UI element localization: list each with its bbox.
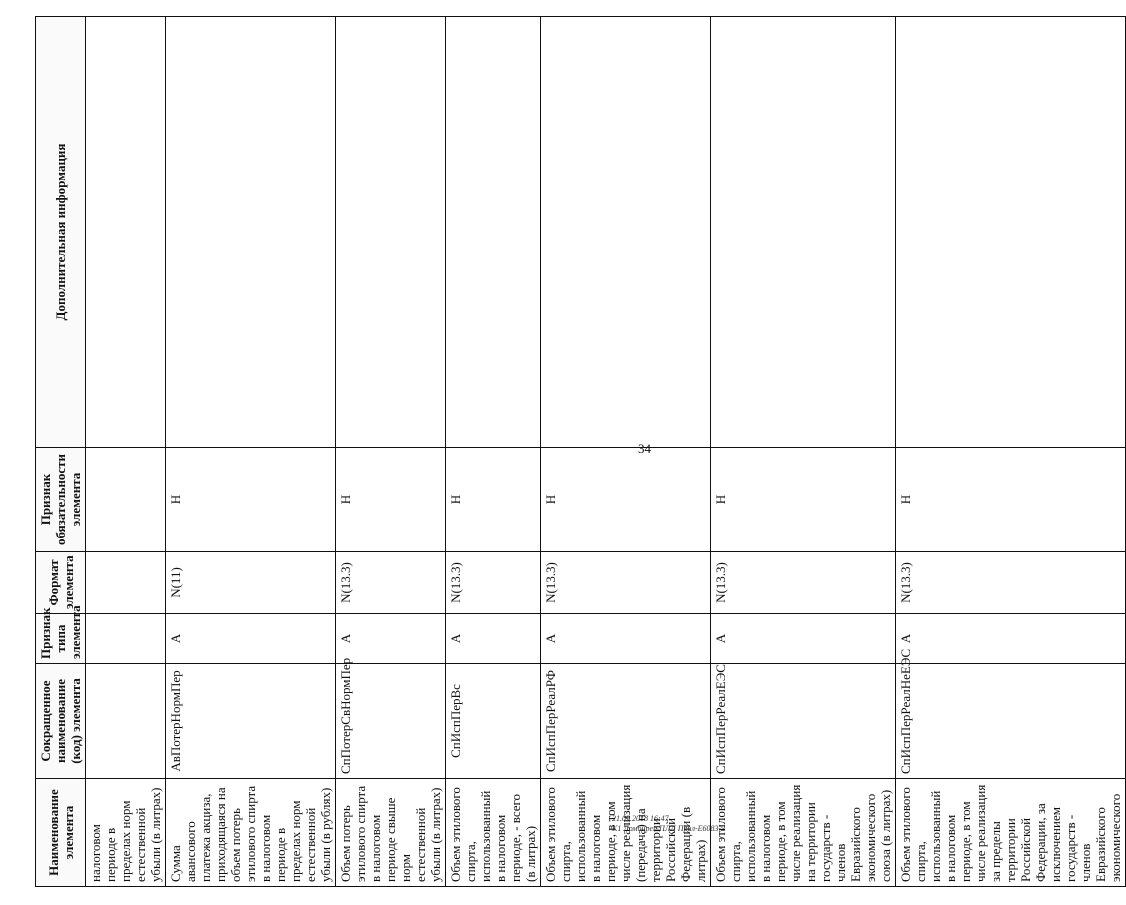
table-row xyxy=(896,17,1126,887)
table-row xyxy=(86,17,166,887)
cell-required: Н xyxy=(711,448,896,552)
header-required: Признак обязательности элемента xyxy=(36,448,86,552)
header-format: Формат элемента xyxy=(36,552,86,614)
side-note-line: К1 Ломбирен ПЛЛ Прил-Е6083-2 xyxy=(612,824,726,833)
cell-type: А xyxy=(446,614,541,664)
cell-name: Объем этилового спирта, использованный в налоговом периоде, в том числе реализация (передача) на территории Российской Федерации (в литрах) xyxy=(541,779,711,887)
cell-required: Н xyxy=(896,448,1126,552)
cell-code: СпИспПерРеалРФ xyxy=(541,664,711,779)
cell-format: N(11) xyxy=(166,552,336,614)
cell-type: А xyxy=(336,614,446,664)
cell-required: Н xyxy=(336,448,446,552)
cell-type: А xyxy=(711,614,896,664)
table-row xyxy=(541,17,711,887)
cell-info xyxy=(166,17,336,448)
table-header-row xyxy=(36,17,86,887)
cell-format: N(13.3) xyxy=(336,552,446,614)
cell-code: СпИспПерВс xyxy=(446,664,541,779)
cell-name: Объем потерь этилового спирта в налоговом периоде свыше норм естественной убыли (в литрах) xyxy=(336,779,446,887)
cell-name: Объем этилового спирта, использованный в налоговом периоде, в том числе реализация за пределы территории Российской Федерации, за исключением государств - членов Евразийского экономического xyxy=(896,779,1126,887)
cell-name: Объем этилового спирта, использованный в налоговом периоде, в том числе реализация на территории государств - членов Евразийского экономического союза (в литрах) xyxy=(711,779,896,887)
table-row xyxy=(166,17,336,887)
header-info: Дополнительная информация xyxy=(36,17,86,448)
header-name: Наименование элемента xyxy=(36,779,86,887)
cell-format: N(13.3) xyxy=(446,552,541,614)
page-number: 34 xyxy=(638,441,651,456)
cell-type xyxy=(86,614,166,664)
cell-code: СпИспПерРеалЕЭС xyxy=(711,664,896,779)
cell-info xyxy=(541,17,711,448)
cell-type: А xyxy=(166,614,336,664)
header-code: Сокращенное наименование (код) элемента xyxy=(36,664,86,779)
cell-info xyxy=(711,17,896,448)
cell-name: Сумма авансового платежа акциза, приходящаяся на объем потерь этилового спирта в налоговом периоде в пределах норм естественной убыли (в рублях) xyxy=(166,779,336,887)
cell-code xyxy=(86,664,166,779)
cell-format xyxy=(86,552,166,614)
cell-code: СпПотерСвНормПер xyxy=(336,664,446,779)
table-row xyxy=(711,17,896,887)
cell-info xyxy=(336,17,446,448)
cell-info xyxy=(896,17,1126,448)
cell-required xyxy=(86,448,166,552)
cell-type: А xyxy=(896,614,1126,664)
header-type: Признак типа элемента xyxy=(36,614,86,664)
cell-required: Н xyxy=(541,448,711,552)
side-note-line: 21.09.2018 16:47 xyxy=(612,814,669,823)
cell-code: СпИспПерРеалНеЕЭС xyxy=(896,664,1126,779)
table-row xyxy=(446,17,541,887)
cell-format: N(13.3) xyxy=(711,552,896,614)
cell-format: N(13.3) xyxy=(541,552,711,614)
cell-format: N(13.3) xyxy=(896,552,1126,614)
table-row xyxy=(336,17,446,887)
cell-code: АвПотерНормПер xyxy=(166,664,336,779)
cell-required: Н xyxy=(446,448,541,552)
cell-name: налоговом периоде в пределах норм естественной убыли (в литрах) xyxy=(86,779,166,887)
cell-info xyxy=(86,17,166,448)
cell-info xyxy=(446,17,541,448)
cell-type: А xyxy=(541,614,711,664)
cell-name: Объем этилового спирта, использованный в налоговом периоде, - всего (в литрах) xyxy=(446,779,541,887)
elements-table xyxy=(35,16,1126,887)
cell-required: Н xyxy=(166,448,336,552)
